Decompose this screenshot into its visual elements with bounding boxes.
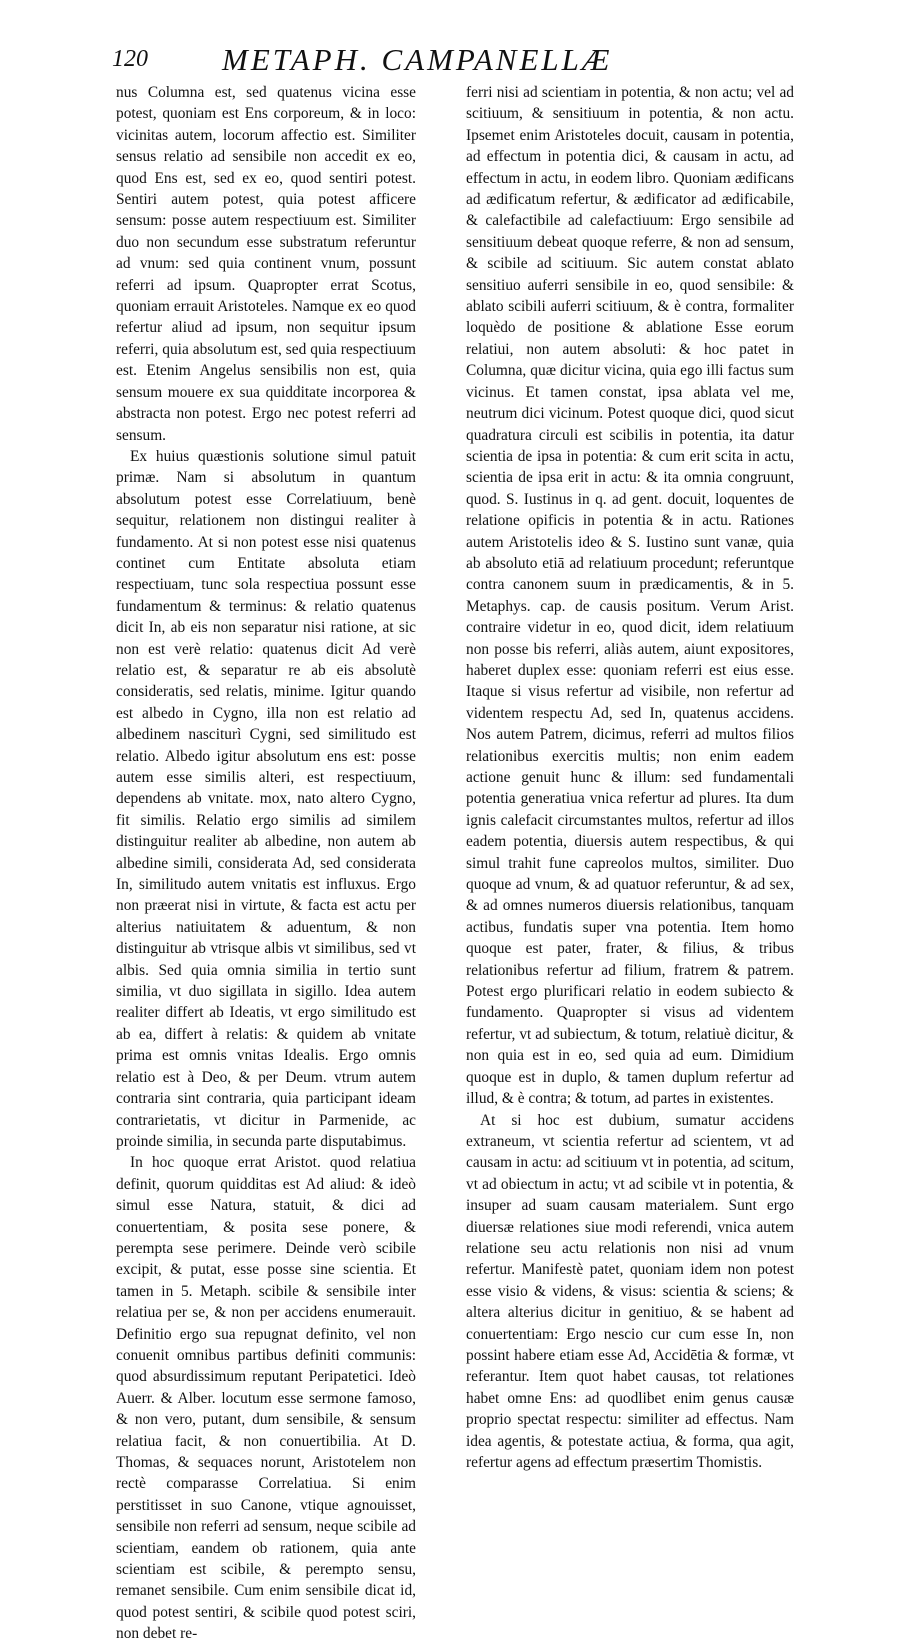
left-text-column — [116, 82, 416, 1645]
paragraph: nus Columna est, sed quatenus vicina esse potest, quoniam est Ens corporeum, & in loco: vicinitas autem, locorum affectio est. Similiter sensus relatio ad sensibile non accedit ex eo, quod Ens est, sed ex eo, quod sentiri potest. Sentiri autem potest, quia potest afficere sensum: posse autem respectiuum est. Similiter duo non secundum esse substratum referuntur ad vnum: sed quia continent vnum, possunt referri ad ipsum. Quapropter errat Scotus, quoniam errauit Aristoteles. Namque ex eo quod refertur aliud ad ipsum, non sequitur ipsum referri, quia absolutum est, sed quia respectiuum est. Etenim Angelus sensibilis non est, quia sensum mouere ex sua quidditate incorporea & abstracta non potest. Ergo nec potest referri ad sensum. — [116, 84, 416, 444]
paragraph: At si hoc est dubium, sumatur accidens extraneum, vt scientia refertur ad scientem, vt ad causam in actu: ad scitiuum vt in potentia, ad scitum, vt ad obiectum in actu; vt ad scibile vt in potentia, & insuper ad suam causam materialem. Sunt ergo diuersæ relationes siue modi referendi, vnica autem relatione seu actu relationis non nisi ad vnum refertur. Manifestè patet, quoniam idem non potest esse visio & videns, & visus: scientia & sciens; & altera alterius dicitur in genitiuo, & se habent ad conuertentiam: Ergo nescio cur cum esse In, non possint habere etiam esse Ad, Accidētia & formæ, vt referantur. Item quot habet causas, tot relationes habet omne Ens: ad quodlibet enim genus causæ proprio spectat respectu: similiter ad effectus. Nam idea agentis, & potestate actiua, & forma, qua agit, refertur agens ad effectum præsertim Thomistis. — [466, 1111, 794, 1471]
paragraph: ferri nisi ad scientiam in potentia, & non actu; vel ad scitiuum, & sensitiuum in potentia, & non actu. Ipsemet enim Aristoteles docuit, causam in potentia, ad effectum in potentia dici, & causam in actu, ad effectum in actu, in eodem libro. Quoniam ædificans ad ædificatum refertur, & ædificator ad ædificabile, & calefactibile ad calefactiuum: Ergo sensibile ad sensitiuum debeat quoque referre, & non ad sensum, & scibile ad scitiuum. Sic autem constat ablato sensitiuo auferri sensibile in eo, quod sensibile: & ablato scibili auferri scitiuum, & è contra, formaliter loquèdo de positione & ablatione Esse eorum relatiui, non autem absoluti: & hoc patet in Columna, quæ dicitur vicina, quia ego illi factus sum vicinus. Et tamen constat, ipsa ablata vel me, neutrum dici vicinum. Potest quoque dici, quod sicut quadratura circuli est scibilis in potentia, ita datur scientia de ipsa in potentia: & cum erit scita in actu, scientia de ipsa erit in actu: & ita omnia congruunt, quod. S. Iustinus in q. ad gent. docuit, loquentes de relatione opificis in potentia & in actu. Rationes autem Aristotelis ideo & S. Iustino sunt vanæ, quia ab absoluto etiā ad relatiuum procedunt; referuntque contra canonem suum in prædicamentis, & in 5. Metaphys. cap. de causis positum. Verum Arist. contraire videtur in eo, quod dicit, idem relatiuum non posse bis referri, aliàs autem, aiunt expositores, haberet duplex esse: quoniam referri est eius esse. Itaque si visus refertur ad visibile, non refertur ad videntem respectu Ad, sed In, quatenus accidens. Nos autem Patrem, dicimus, referri ad multos filios relationibus exercitis multis; non enim eadem actione genuit hunc & illum: sed fundamentali potentia generatiua vnica refertur ad plures. Ita dum ignis calefacit circumstantes multos, refertur ad illos eadem potentia, diuersis autem respectibus, & qui simul trahit fune capreolos multos, similiter. Duo quoque ad vnum, & ad quatuor referuntur, & ad sex, & ad omnes numeros diuersis relationibus, tanquam actibus, fundatis super vna potentia. Item homo quoque est pater, frater, & filius, & tribus relationibus refertur ad filium, fratrem & patrem. Potest ergo plurificari relatio in eodem subiecto & fundamento. Quapropter si visus ad videntem refertur, vt ad subiectum, & totum, relatiuè dicitur, & non quia est in eo, sed quia ad eum. Dimidium quoque est in duplo, & tamen duplum refertur ad illud, & è contra; & totum, ad partes in existentes. — [466, 84, 794, 1108]
paragraph: Ex huius quæstionis solutione simul patuit primæ. Nam si absolutum in quantum absolutum potest esse Correlatiuum, benè sequitur, relationem non distingui realiter à fundamento. At si non potest esse nisi quatenus continet cum Entitate absoluta etiam respectiuam, tunc sola respectiua possunt esse fundamentum & terminus: & relatio quatenus dicit In, ab eis non separatur nisi ratione, at sic non est verè relatio: quatenus dicit Ad verè relatio est, & separatur re ab eis absolutè consideratis, sed relatis, minime. Igitur quando est albedo in Cygno, illa non est relatio ad albedinem nasciturì Cygni, sed similitudo est relatio. Albedo igitur absolutum ens est: posse autem esse similis alteri, est respectiuum, dependens ab vnitate. mox, nato altero Cygno, fit similis. Relatio ergo similis ad similem distinguitur realiter ab albedine, non autem ab albedine simili, considerata Ad, sed considerata In, similitudo autem vnitatis est influxus. Ergo non præerat nisi in virtute, & facta est actu per alterius natiuitatem & aduentum, & non distinguitur ab vtrisque albis vt similibus, sed vt albis. Sed quia omnia similia in tertio sunt similia, vt duo sigillata in sigillo. Idea autem realiter differt ab Ideatis, vt ergo similitudo est ab ea, differt à relatis: & quidem ab vnitate prima est omnis vnitas Idealis. Ergo omnis relatio est à Deo, & per Deum. vtrum autem contraria sint contraria, quia participant ideam contrarietatis, vt dicitur in Parmenide, ac proinde similia, in secunda parte disputabimus. — [116, 447, 416, 1150]
running-title: METAPH. CAMPANELLÆ — [222, 42, 613, 77]
page-number: 120 — [112, 46, 148, 72]
paragraph: In hoc quoque errat Aristot. quod relatiua definit, quorum quidditas est Ad aliud: & ideò simul esse Natura, statuit, & dici ad conuertentiam, & posita sese ponere, & perempta sese perimere. Deinde verò scibile excipit, & putat, esse posse sine scientia. Et tamen in 5. Metaph. scibile & sensibile inter relatiua per se, & non per accidens enumerauit. Definitio ergo sua repugnat definito, vel non conuenit omnibus partibus definiti communis: quod absurdissimum reputant Peripatetici. Ideò Auerr. & Alber. locutum esse sermone famoso, & non vero, putant, dum sensibile, & sensum relatiua facit, & non conuertibilia. At D. Thomas, & sequaces norunt, Aristotelem non rectè comparasse Correlatiua. Si enim perstitisset in suo Canone, vtique agnouisset, sensibile non referri ad sensum, neque scibile ad scientiam, eandem ob rationem, quia ante scientiam est scibile, & perempto sensu, remanet sensibile. Cum enim sensibile dicat id, quod potest sentiri, & scibile quod potest sciri, non debet re- — [116, 1154, 416, 1643]
page-header — [112, 42, 682, 82]
right-text-column — [466, 82, 794, 1473]
